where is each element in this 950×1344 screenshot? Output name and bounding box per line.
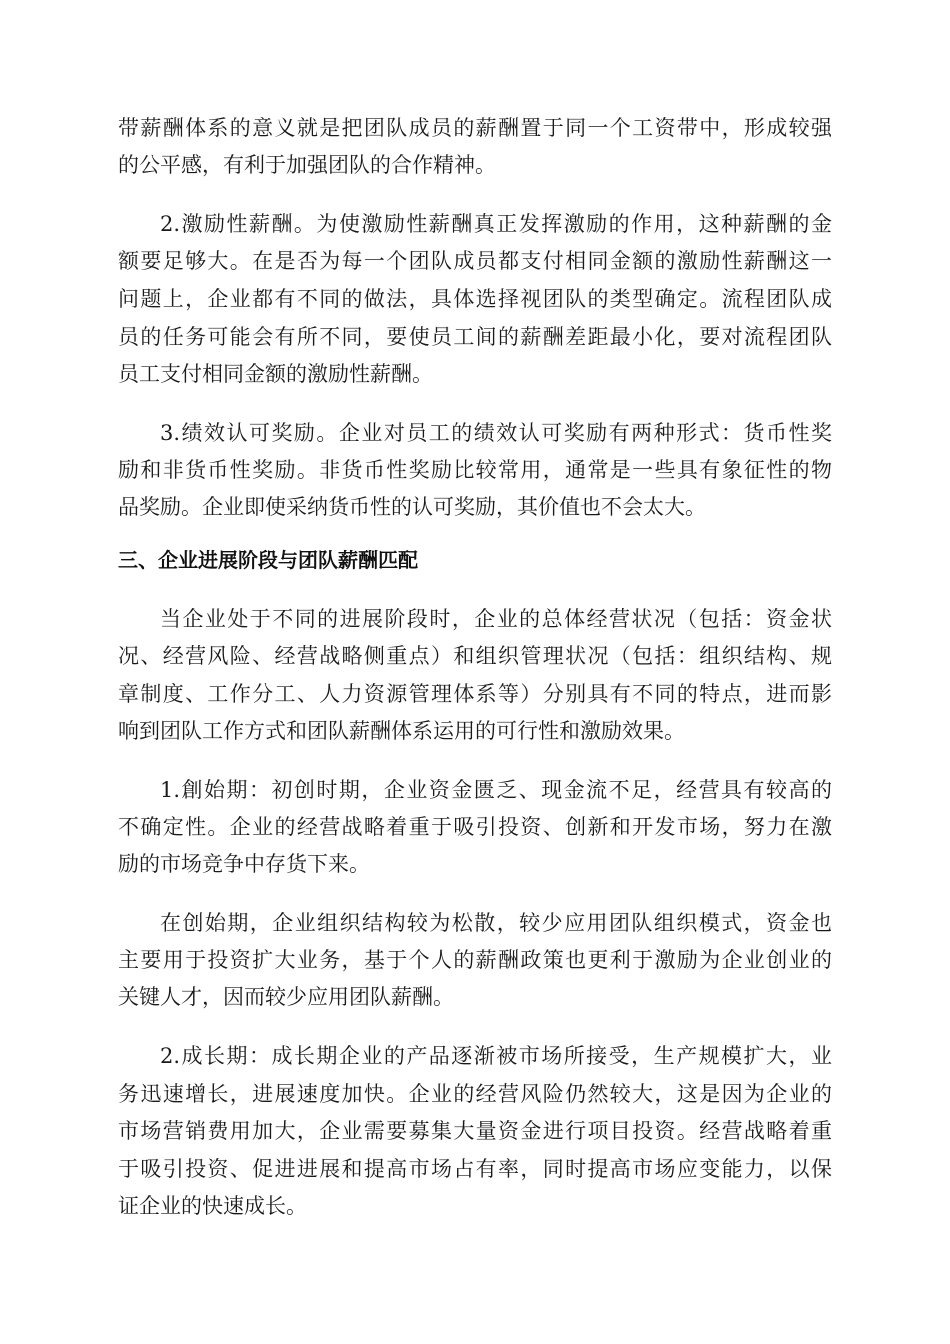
paragraph-2-line-5: 员工支付相同金额的激励性薪酬。 [118,362,433,386]
paragraph-3-line-1: 3.绩效认可奖励。企业对员工的绩效认可奖励有两种形式：货币性奖 [160,421,832,445]
paragraph-5-line-2: 不确定性。企业的经营战略着重于吸引投资、创新和开发市场，努力在激 [118,815,832,839]
paragraph-7-line-4: 于吸引投资、促进进展和提高市场占有率，同时提高市场应变能力，以保 [118,1157,832,1181]
paragraph-3-line-3: 品奖励。企业即使采纳货币性的认可奖励，其价值也不会太大。 [118,495,706,519]
section-heading: 三、企业进展阶段与团队薪酬匹配 [118,548,418,572]
paragraph-2-line-2: 额要足够大。在是否为每一个团队成员都支付相同金额的激励性薪酬这一 [118,249,832,273]
paragraph-6-line-1: 在创始期，企业组织结构较为松散，较少应用团队组织模式，资金也 [160,911,832,935]
paragraph-2-line-3: 问题上，企业都有不同的做法，具体选择视团队的类型确定。流程团队成 [118,287,832,311]
paragraph-4-line-4: 响到团队工作方式和团队薪酬体系运用的可行性和激励效果。 [118,719,685,743]
paragraph-4-line-2: 况、经营风险、经营战略侧重点）和组织管理状况（包括：组织结构、规 [118,644,832,668]
paragraph-5-line-3: 励的市场竞争中存货下来。 [118,852,370,876]
paragraph-1-line-1: 带薪酬体系的意义就是把团队成员的薪酬置于同一个工资带中，形成较强 [118,116,832,140]
paragraph-7-line-1: 2.成长期：成长期企业的产品逐渐被市场所接受，生产规模扩大，业 [160,1044,832,1068]
paragraph-4-line-3: 章制度、工作分工、人力资源管理体系等）分别具有不同的特点，进而影 [118,682,832,706]
paragraph-7-line-3: 市场营销费用加大，企业需要募集大量资金进行项目投资。经营战略着重 [118,1119,832,1143]
paragraph-2-line-1: 2.激励性薪酬。为使激励性薪酬真正发挥激励的作用，这种薪酬的金 [160,212,832,236]
paragraph-6-line-3: 关键人才，因而较少应用团队薪酬。 [118,985,454,1009]
paragraph-7-line-5: 证企业的快速成长。 [118,1194,307,1218]
paragraph-4-line-1: 当企业处于不同的进展阶段时，企业的总体经营状况（包括：资金状 [160,607,832,631]
paragraph-7-line-2: 务迅速增长，进展速度加快。企业的经营风险仍然较大，这是因为企业的 [118,1082,832,1106]
paragraph-2-line-4: 员的任务可能会有所不同，要使员工间的薪酬差距最小化，要对流程团队 [118,325,832,349]
paragraph-6-line-2: 主要用于投资扩大业务，基于个人的薪酬政策也更利于激励为企业创业的 [118,948,832,972]
paragraph-1-line-2: 的公平感，有利于加强团队的合作精神。 [118,153,496,177]
paragraph-5-line-1: 1.創始期：初创时期，企业资金匮乏、现金流不足，经营具有较高的 [160,778,832,802]
paragraph-3-line-2: 励和非货币性奖励。非货币性奖励比较常用，通常是一些具有象征性的物 [118,458,832,482]
